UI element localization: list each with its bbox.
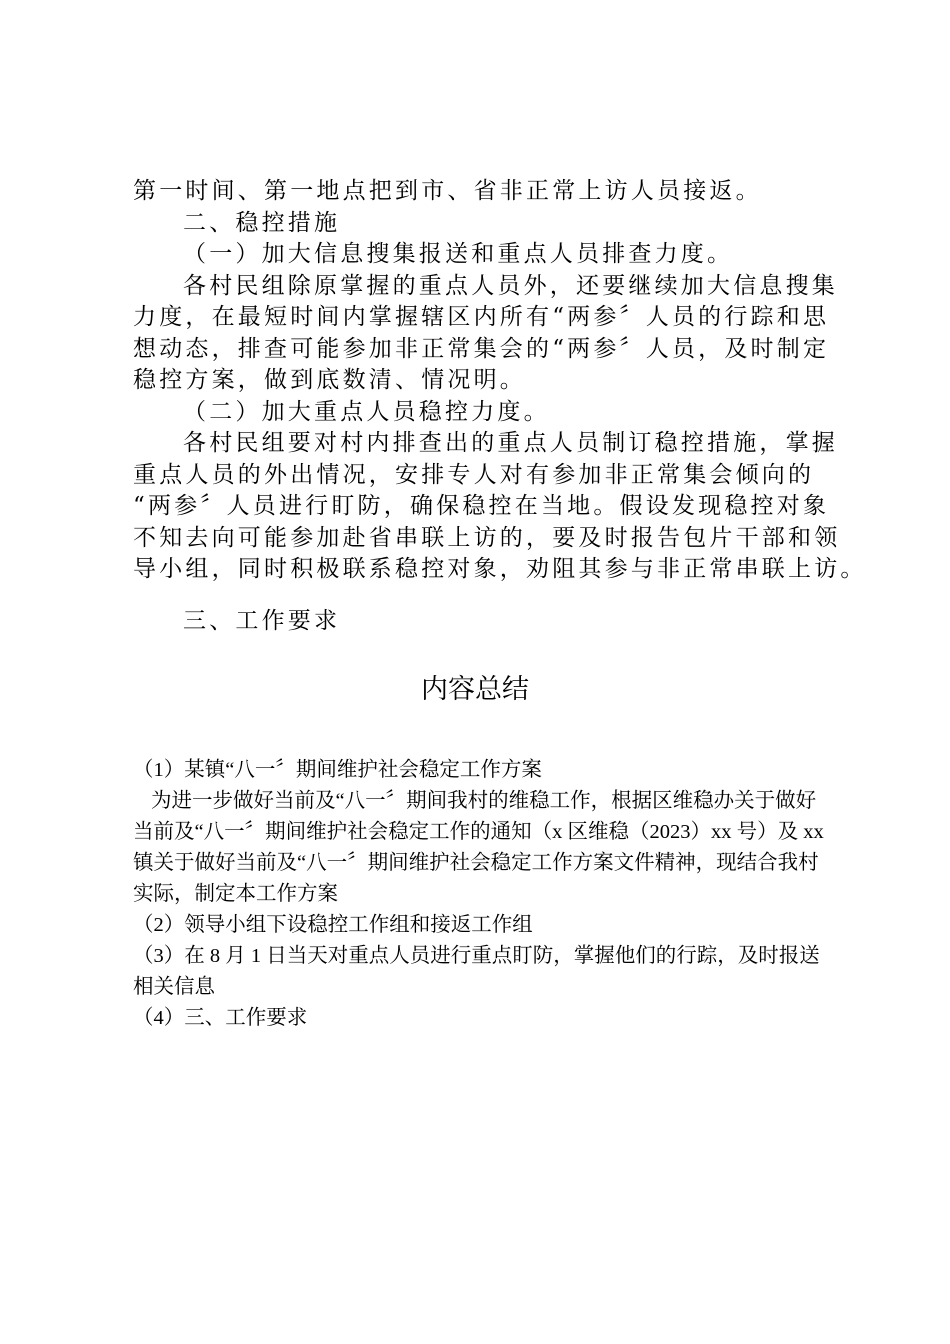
- summary-text-line: 实际，制定本工作方案: [133, 883, 338, 905]
- subsection-heading: （一）加大信息搜集报送和重点人员排查力度。: [183, 241, 734, 267]
- summary-item: （1）某镇“八一〞期间维护社会稳定工作方案: [133, 759, 542, 781]
- summary-item: （3）在 8 月 1 日当天对重点人员进行重点盯防，掌握他们的行踪，及时报送: [133, 945, 820, 967]
- summary-text-line: 当前及“八一〞期间维护社会稳定工作的通知（x 区维稳（2023）xx 号）及 xx: [133, 821, 824, 843]
- summary-text-line: 相关信息: [133, 976, 215, 998]
- summary-list: [133, 755, 833, 1034]
- section-heading: 三、工作要求: [183, 608, 341, 634]
- text-line: 想动态，排查可能参加非正常集会的“两参〞人员，及时制定: [133, 335, 830, 362]
- summary-title: 内容总结: [421, 674, 529, 705]
- text-line: “两参〞人员进行盯防，确保稳控在当地。假设发现稳控对象: [133, 493, 830, 519]
- section-heading: 二、稳控措施: [183, 209, 341, 236]
- text-line: 力度，在最短时间内掌握辖区内所有“两参〞人员的行踪和思: [133, 304, 830, 330]
- text-line: 不知去向可能参加赴省串联上访的，要及时报告包片干部和领: [133, 524, 841, 551]
- summary-text-line: 为进一步做好当前及“八一〞期间我村的维稳工作，根据区维稳办关于做好: [151, 790, 817, 812]
- text-line: 重点人员的外出情况，安排专人对有参加非正常集会倾向的: [133, 461, 815, 488]
- subsection-heading: （二）加大重点人员稳控力度。: [183, 398, 550, 425]
- summary-item: （4）三、工作要求: [133, 1007, 308, 1029]
- body-text: [133, 176, 867, 586]
- summary-text-line: 镇关于做好当前及“八一〞期间维护社会稳定工作方案文件精神，现结合我村: [133, 852, 819, 874]
- text-line: 第一时间、第一地点把到市、省非正常上访人员接返。: [133, 178, 762, 204]
- summary-item: （2）领导小组下设稳控工作组和接返工作组: [133, 914, 533, 936]
- text-line: 各村民组除原掌握的重点人员外，还要继续加大信息搜集: [183, 272, 838, 299]
- text-line: 各村民组要对村内排查出的重点人员制订稳控措施，掌握: [183, 430, 838, 456]
- text-line: 稳控方案，做到底数清、情况明。: [133, 367, 526, 393]
- text-line: 导小组，同时积极联系稳控对象，劝阻其参与非正常串联上访。: [133, 556, 867, 582]
